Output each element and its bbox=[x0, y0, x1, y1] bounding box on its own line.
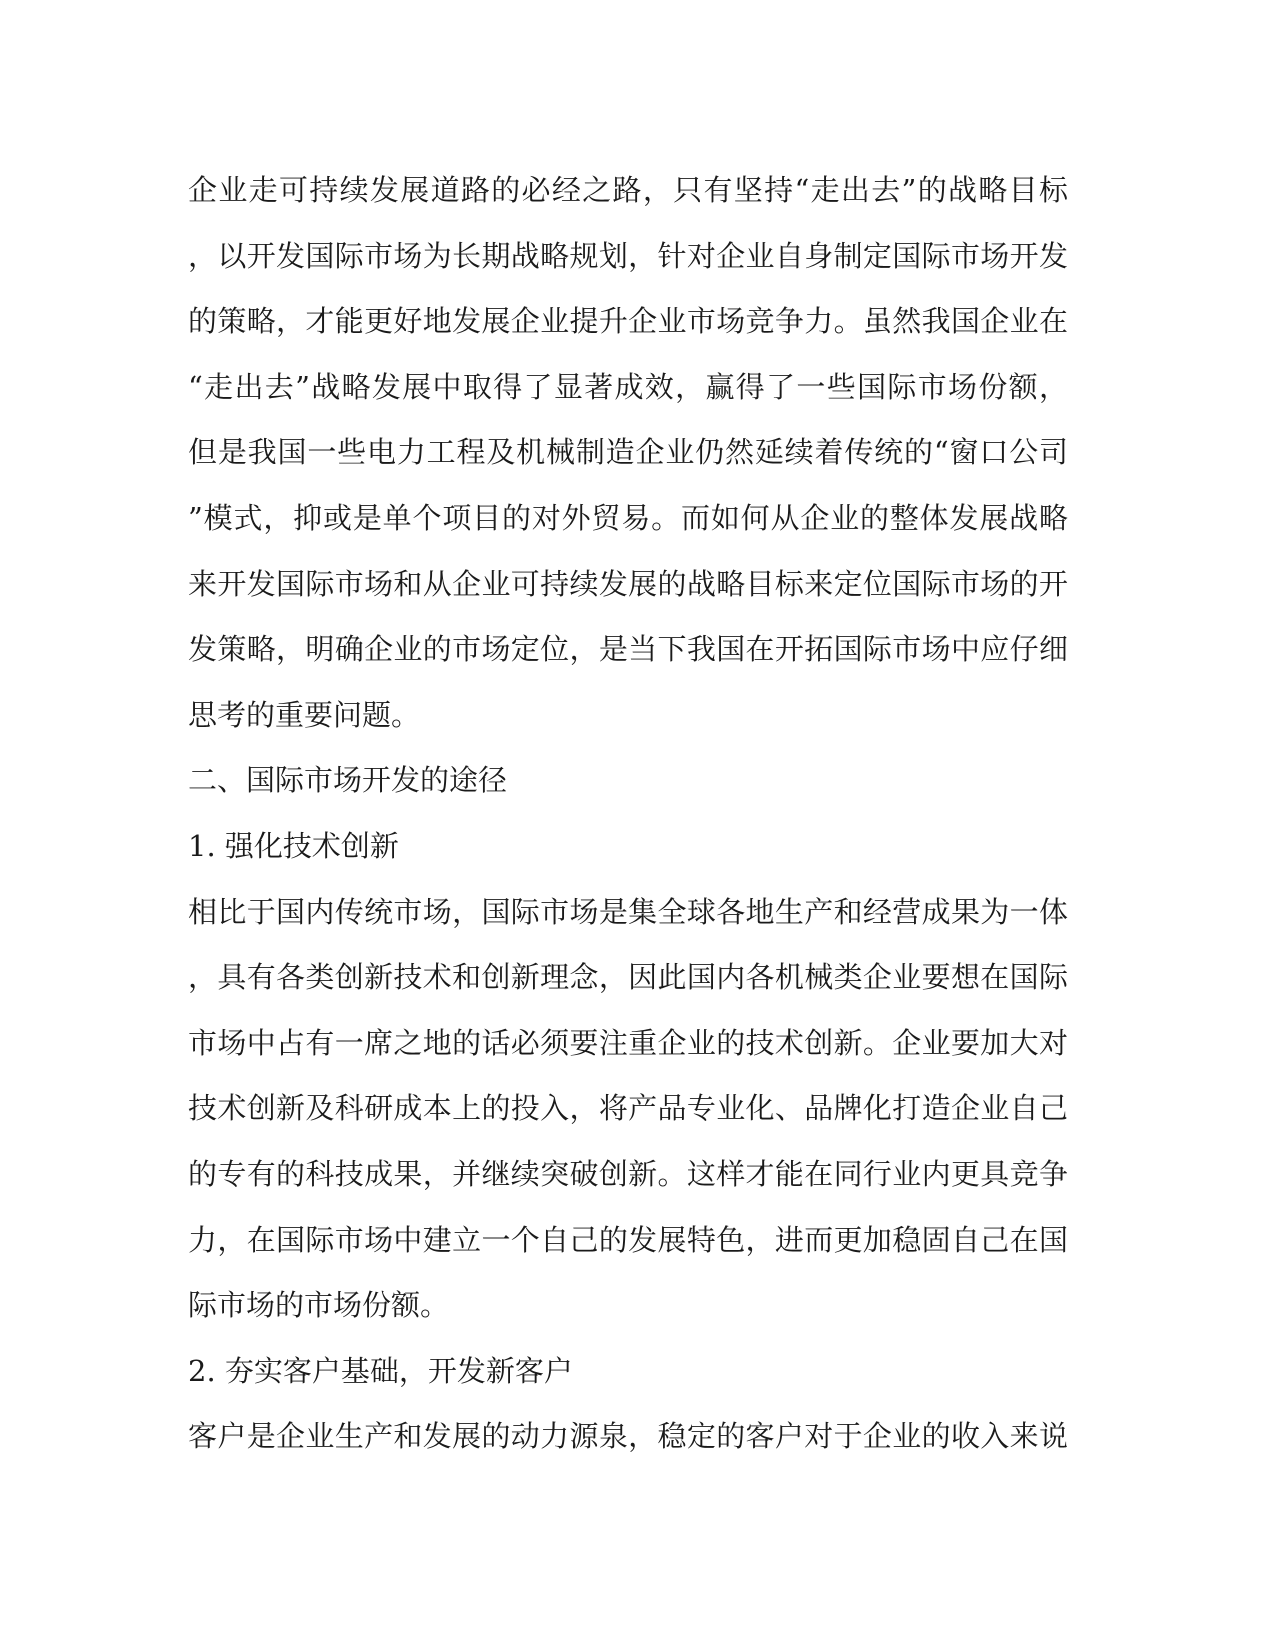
document-body bbox=[188, 158, 1068, 1470]
body-text-line: ，以开发国际市场为长期战略规划，针对企业自身制定国际市场开发 bbox=[188, 238, 1068, 273]
body-text-line: 际市场的市场份额。 bbox=[188, 1288, 450, 1323]
body-text-line: 但是我国一些电力工程及机械制造企业仍然延续着传统的“窗口公司 bbox=[188, 435, 1068, 470]
body-text-line: ”模式，抑或是单个项目的对外贸易。而如何从企业的整体发展战略 bbox=[188, 500, 1068, 535]
body-text-line: 发策略，明确企业的市场定位，是当下我国在开拓国际市场中应仔细 bbox=[188, 632, 1068, 667]
subsection-heading: 1. 强化技术创新 bbox=[188, 828, 399, 863]
body-text-line: 技术创新及科研成本上的投入，将产品专业化、品牌化打造企业自己 bbox=[188, 1091, 1068, 1126]
body-text-line: 思考的重要问题。 bbox=[188, 697, 421, 732]
body-text-line: 的策略，才能更好地发展企业提升企业市场竞争力。虽然我国企业在 bbox=[188, 304, 1068, 339]
body-text-line: 客户是企业生产和发展的动力源泉，稳定的客户对于企业的收入来说 bbox=[188, 1419, 1068, 1454]
body-text-line: 力，在国际市场中建立一个自己的发展特色，进而更加稳固自己在国 bbox=[188, 1222, 1068, 1257]
body-text-line: 相比于国内传统市场，国际市场是集全球各地生产和经营成果为一体 bbox=[188, 894, 1068, 929]
body-text-line: 来开发国际市场和从企业可持续发展的战略目标来定位国际市场的开 bbox=[188, 566, 1068, 601]
section-heading: 二、国际市场开发的途径 bbox=[188, 763, 508, 798]
body-text-line: 的专有的科技成果，并继续突破创新。这样才能在同行业内更具竞争 bbox=[188, 1156, 1068, 1191]
body-text-line: 企业走可持续发展道路的必经之路，只有坚持“走出去”的战略目标 bbox=[188, 173, 1068, 207]
body-text-line: 市场中占有一席之地的话必须要注重企业的技术创新。企业要加大对 bbox=[188, 1025, 1068, 1060]
subsection-heading: 2. 夯实客户基础，开发新客户 bbox=[188, 1353, 573, 1388]
body-text-line: “走出去”战略发展中取得了显著成效，赢得了一些国际市场份额， bbox=[188, 369, 1068, 404]
body-text-line: ，具有各类创新技术和创新理念，因此国内各机械类企业要想在国际 bbox=[188, 960, 1068, 995]
